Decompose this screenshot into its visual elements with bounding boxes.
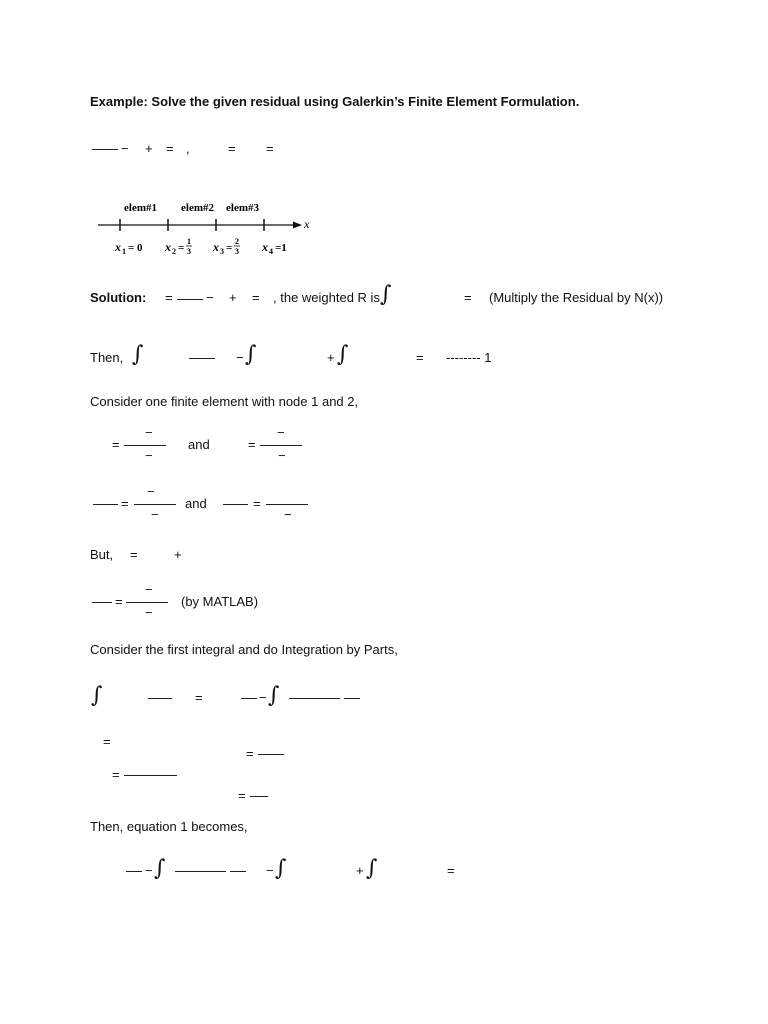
plus-sign: + — [229, 290, 237, 305]
equals-sign: = — [112, 767, 120, 782]
node-value-denominator: 3 — [235, 247, 239, 256]
minus-sign: − — [284, 507, 292, 522]
fraction-bar — [189, 358, 215, 359]
fraction-bar — [92, 149, 118, 150]
fraction-bar — [175, 871, 226, 872]
fraction-bar — [124, 445, 166, 446]
plus-sign: + — [356, 863, 364, 878]
minus-sign: − — [259, 690, 267, 705]
equals-sign: = — [103, 734, 111, 749]
node-equals: = — [226, 242, 233, 254]
fraction-bar — [177, 299, 203, 300]
equals-sign: = — [253, 496, 261, 511]
consider-integral-text: Consider the first integral and do Integration by Parts, — [90, 642, 398, 657]
axis-label: x — [304, 217, 310, 231]
fraction-bar — [230, 871, 246, 872]
fraction-bar — [93, 504, 118, 505]
equals-sign: = — [121, 496, 129, 511]
fraction-bar — [258, 754, 284, 755]
element-label: elem#1 — [124, 202, 157, 214]
equals-sign: = — [246, 746, 254, 761]
plus-sign: + — [174, 547, 182, 562]
equals-sign: = — [130, 547, 138, 562]
equals-sign: = — [228, 141, 236, 156]
node-label: x — [262, 240, 268, 254]
minus-sign: − — [236, 350, 244, 365]
minus-sign: − — [121, 141, 129, 156]
node-subscript: 2 — [172, 247, 176, 256]
by-matlab-note: (by MATLAB) — [181, 594, 259, 609]
node-equals: = — [178, 242, 185, 254]
weighted-residual-text: , the weighted R is — [273, 290, 380, 305]
element-label: elem#3 — [226, 202, 259, 214]
node-value-numerator: 2 — [235, 237, 239, 246]
minus-sign: − — [145, 425, 153, 440]
integral-sign: ∫ — [380, 282, 392, 307]
node-value-numerator: 1 — [187, 237, 191, 246]
equals-sign: = — [195, 690, 203, 705]
fraction-bar — [260, 445, 302, 446]
consider-element-text: Consider one finite element with node 1 and 2, — [90, 394, 359, 409]
minus-sign: − — [278, 448, 286, 463]
minus-sign: − — [266, 863, 274, 878]
plus-sign: + — [327, 350, 335, 365]
node-label: x — [213, 240, 219, 254]
fraction-bar — [266, 504, 308, 505]
minus-sign: − — [145, 605, 153, 620]
then-eq1-text: Then, equation 1 becomes, — [90, 819, 248, 834]
but-label: But, — [90, 547, 114, 562]
element-label: elem#2 — [181, 202, 214, 214]
minus-sign: − — [145, 582, 153, 597]
equals-sign: = — [416, 350, 424, 365]
integral-sign: ∫ — [268, 683, 280, 708]
minus-sign: − — [206, 290, 214, 305]
solution-label: Solution: — [90, 290, 147, 305]
fraction-bar — [289, 698, 340, 699]
fraction-bar — [250, 796, 268, 797]
equals-sign: = — [252, 290, 260, 305]
page-title: Example: Solve the given residual using Galerkin’s Finite Element Formulation. — [90, 94, 580, 109]
integral-sign: ∫ — [366, 856, 378, 881]
node-label: x — [115, 240, 121, 254]
integral-sign: ∫ — [132, 342, 144, 367]
node-value: =1 — [275, 242, 287, 254]
integral-sign: ∫ — [275, 856, 287, 881]
equals-sign: = — [238, 788, 246, 803]
node-subscript: 1 — [122, 247, 126, 256]
node-label: x — [165, 240, 171, 254]
integral-sign: ∫ — [91, 683, 103, 708]
equals-sign: = — [248, 437, 256, 452]
minus-sign: − — [151, 507, 159, 522]
minus-sign: − — [145, 448, 153, 463]
node-value-denominator: 3 — [187, 247, 191, 256]
integral-sign: ∫ — [154, 856, 166, 881]
fraction-bar — [223, 504, 248, 505]
fraction-bar — [241, 698, 257, 699]
equals-sign: = — [464, 290, 472, 305]
minus-sign: − — [277, 425, 285, 440]
equals-sign: = — [115, 594, 123, 609]
equals-sign: = — [266, 141, 274, 156]
equals-sign: = — [447, 863, 455, 878]
equation-reference: -------- 1 — [446, 350, 492, 365]
comma: , — [186, 141, 190, 156]
equals-sign: = — [112, 437, 120, 452]
fraction-bar — [126, 602, 168, 603]
axis-arrow-icon — [293, 222, 302, 229]
and-word: and — [188, 437, 210, 452]
fraction-bar — [92, 602, 112, 603]
node-value: = 0 — [128, 242, 143, 254]
equals-sign: = — [165, 290, 173, 305]
node-subscript: 4 — [269, 247, 273, 256]
fraction-bar — [134, 504, 176, 505]
fraction-bar — [124, 775, 177, 776]
integral-sign: ∫ — [245, 342, 257, 367]
fraction-bar — [148, 698, 172, 699]
node-subscript: 3 — [220, 247, 224, 256]
fraction-bar — [126, 871, 142, 872]
equals-sign: = — [166, 141, 174, 156]
residual-note: (Multiply the Residual by N(x)) — [489, 290, 664, 305]
minus-sign: − — [145, 863, 153, 878]
then-label: Then, — [90, 350, 124, 365]
and-word: and — [185, 496, 207, 511]
plus-sign: + — [145, 141, 153, 156]
minus-sign: − — [147, 484, 155, 499]
integral-sign: ∫ — [337, 342, 349, 367]
fraction-bar — [344, 698, 360, 699]
element-diagram — [90, 195, 330, 260]
